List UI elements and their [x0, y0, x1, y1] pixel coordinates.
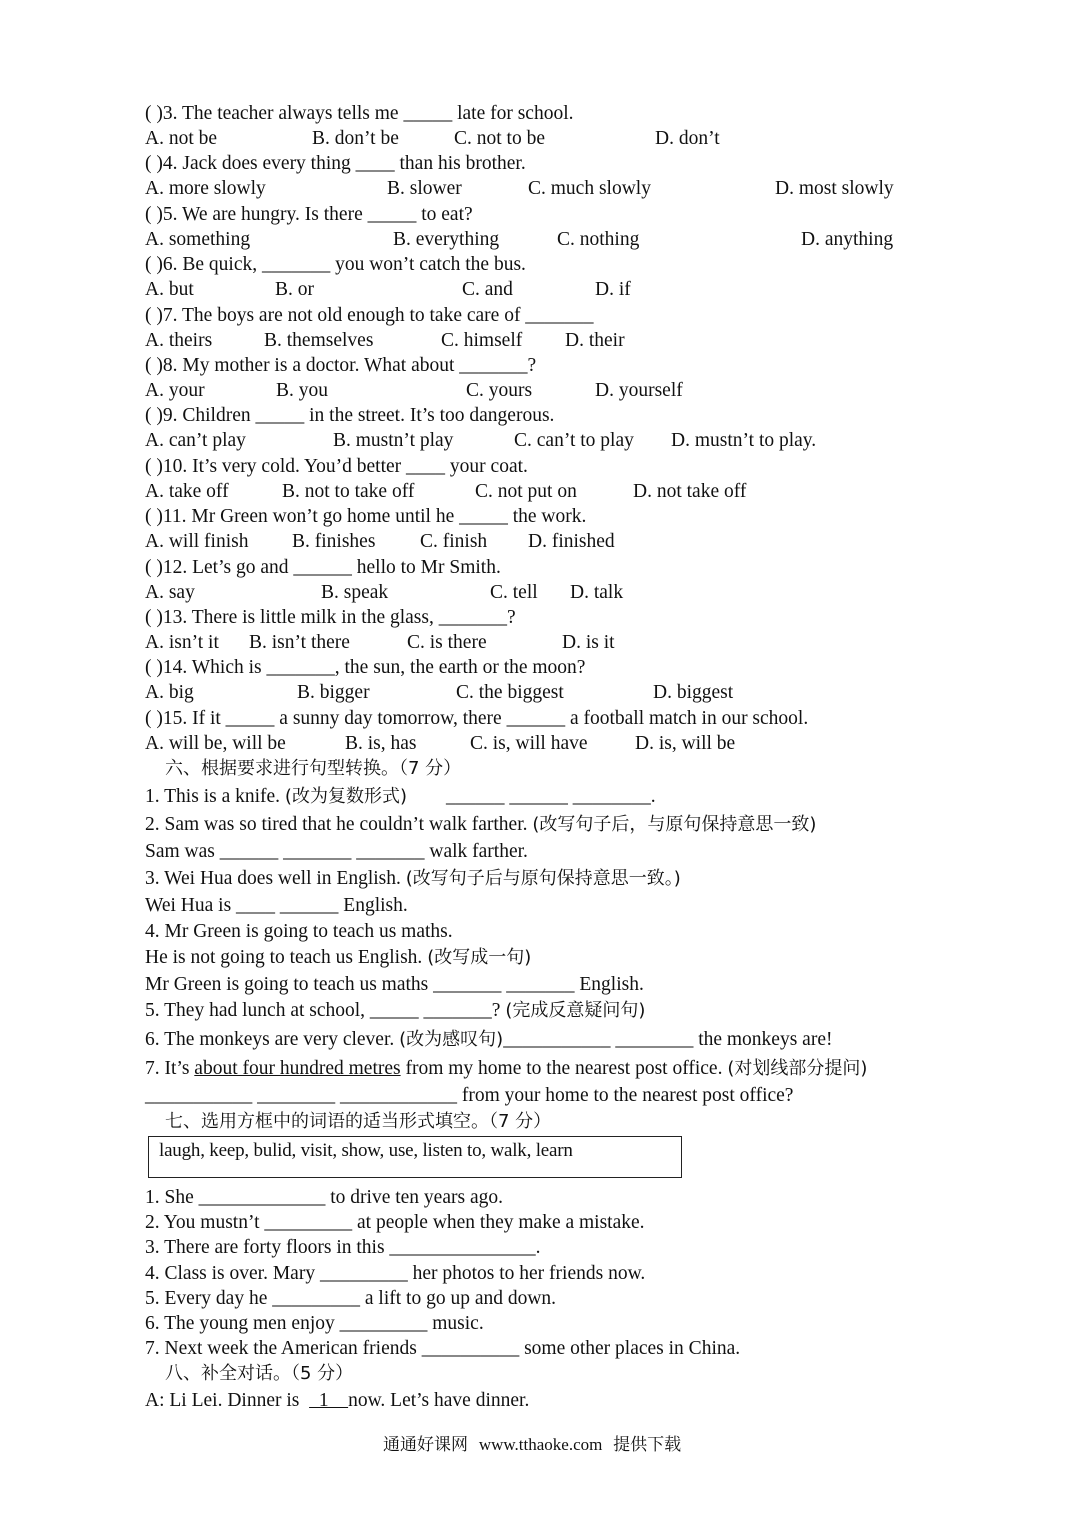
transform-line	[145, 920, 453, 944]
question-stem: ( )10. It’s very cold. You’d better ____ your coat.	[145, 456, 528, 477]
question-stem: ( )6. Be quick, _______ you won’t catch the bus.	[145, 254, 526, 275]
answer-option: C. nothing	[557, 229, 640, 250]
fill-blank-line: 2. You mustn’t _________ at people when they make a mistake.	[145, 1212, 645, 1233]
dialog-pre: A: Li Lei. Dinner is	[145, 1390, 310, 1411]
question-stem: ( )15. If it _____ a sunny day tomorrow, there ______ a football match in our school.	[145, 708, 809, 729]
answer-option: B. or	[275, 279, 314, 300]
answer-option: B. themselves	[264, 330, 374, 351]
answer-option: C. and	[462, 279, 513, 300]
q7-underlined: about four hundred metres	[194, 1058, 401, 1079]
answer-option: B. isn’t there	[249, 632, 350, 653]
answer-option: B. slower	[387, 178, 462, 199]
answer-option: D. is it	[562, 632, 615, 653]
answer-option: B. is, has	[345, 733, 417, 754]
transform-line-en: 3. Wei Hua does well in English.	[145, 868, 406, 889]
section-6-question-7-answer: ___________ ________ ____________ from your home to the nearest post office?	[145, 1085, 794, 1106]
transform-line-en: Mr Green is going to teach us maths _______ _______ English.	[145, 974, 644, 995]
transform-line-en: 2. Sam was so tired that he couldn’t walk farther.	[145, 814, 533, 835]
answer-option: A. your	[145, 380, 205, 401]
answer-option: C. yours	[466, 380, 533, 401]
answer-option: B. not to take off	[282, 481, 415, 502]
transform-line-en: 6. The monkeys are very clever.	[145, 1029, 400, 1050]
answer-option: D. not take off	[633, 481, 747, 502]
answer-option: D. mustn’t to play.	[671, 430, 817, 451]
question-stem: ( )3. The teacher always tells me _____ late for school.	[145, 103, 574, 124]
answer-option: A. will be, will be	[145, 733, 286, 754]
fill-blank-line: 3. There are forty floors in this _______________.	[145, 1237, 541, 1258]
fill-blank-line: 1. She _____________ to drive ten years ago.	[145, 1187, 503, 1208]
transform-line-cn: (改写句子后与原句保持意思一致。)	[405, 868, 681, 889]
footer-site-name: 通通好课网	[383, 1435, 479, 1455]
answer-option: A. more slowly	[145, 178, 266, 199]
question-stem: ( )8. My mother is a doctor. What about _______?	[145, 355, 537, 376]
answer-option: C. much slowly	[528, 178, 651, 199]
answer-option: D. biggest	[653, 682, 734, 703]
transform-line	[145, 867, 681, 891]
question-stem: ( )4. Jack does every thing ____ than his brother.	[145, 153, 526, 174]
answer-option: D. don’t	[655, 128, 720, 149]
answer-option: D. if	[595, 279, 631, 300]
transform-line	[145, 973, 644, 997]
question-stem: ( )5. We are hungry. Is there _____ to eat?	[145, 204, 473, 225]
q7-mid: from my home to the nearest post office.	[400, 1058, 728, 1079]
transform-line-en: 5. They had lunch at school, _____ _______?	[145, 1000, 506, 1021]
answer-option: D. finished	[528, 531, 615, 552]
answer-option: A. take off	[145, 481, 229, 502]
word-box-text: laugh, keep, bulid, visit, show, use, listen to, walk, learn	[159, 1140, 573, 1161]
answer-option: B. mustn’t play	[333, 430, 454, 451]
answer-option: A. can’t play	[145, 430, 246, 451]
answer-option: D. their	[565, 330, 625, 351]
answer-option: B. don’t be	[312, 128, 399, 149]
transform-line-en: 1. This is a knife.	[145, 786, 285, 807]
question-stem: ( )12. Let’s go and ______ hello to Mr Smith.	[145, 557, 501, 578]
answer-option: C. tell	[490, 582, 538, 603]
answer-option: B. everything	[393, 229, 500, 250]
dialog-line-a	[145, 1389, 529, 1413]
transform-line-cn: (改为复数形式)	[284, 786, 407, 807]
answer-option: D. anything	[801, 229, 894, 250]
answer-option: A. not be	[145, 128, 218, 149]
answer-option: B. finishes	[292, 531, 376, 552]
answer-option: C. not to be	[454, 128, 545, 149]
transform-line-en: Sam was ______ _______ _______ walk farther.	[145, 841, 528, 862]
fill-blank-line: 6. The young men enjoy _________ music.	[145, 1313, 484, 1334]
transform-line	[145, 1028, 832, 1052]
transform-line-en: 4. Mr Green is going to teach us maths.	[145, 921, 453, 942]
question-stem: ( )11. Mr Green won’t go home until he _____ the work.	[145, 506, 587, 527]
answer-option: A. but	[145, 279, 194, 300]
q7-pre: 7. It’s	[145, 1058, 195, 1079]
transform-line-cn: (完成反意疑问句)	[505, 1000, 646, 1021]
transform-line	[145, 813, 816, 837]
answer-option: C. finish	[420, 531, 488, 552]
answer-option: A. say	[145, 582, 195, 603]
answer-option: C. the biggest	[456, 682, 564, 703]
dialog-blank-1: 1	[309, 1390, 349, 1411]
transform-line	[145, 894, 408, 918]
answer-option: D. talk	[570, 582, 624, 603]
answer-option: D. yourself	[595, 380, 683, 401]
fill-blank-line: 7. Next week the American friends __________ some other places in China.	[145, 1338, 741, 1359]
answer-option: C. is, will have	[470, 733, 588, 754]
transform-line-tail: ______ ______ ________.	[406, 786, 656, 807]
answer-option: B. bigger	[297, 682, 370, 703]
transform-line	[145, 999, 645, 1023]
answer-option: A. theirs	[145, 330, 213, 351]
question-stem: ( )14. Which is _______, the sun, the earth or the moon?	[145, 657, 586, 678]
section-8-heading: 八、补全对话。（5 分）	[165, 1363, 354, 1384]
transform-line	[145, 840, 528, 864]
fill-blank-line: 4. Class is over. Mary _________ her photos to her friends now.	[145, 1263, 646, 1284]
question-stem: ( )9. Children _____ in the street. It’s too dangerous.	[145, 405, 555, 426]
answer-option: C. can’t to play	[514, 430, 634, 451]
section-6-heading: 六、根据要求进行句型转换。（7 分）	[165, 758, 462, 779]
answer-option: B. you	[276, 380, 329, 401]
answer-option: C. is there	[407, 632, 487, 653]
section-7-heading: 七、选用方框中的词语的适当形式填空。（7 分）	[165, 1111, 552, 1132]
answer-option: A. isn’t it	[145, 632, 219, 653]
transform-line-cn: (改为感叹句)	[399, 1029, 504, 1050]
fill-blank-line: 5. Every day he _________ a lift to go up and down.	[145, 1288, 557, 1309]
page-footer	[383, 1430, 681, 1455]
transform-line-cn: (改写句子后，与原句保持意思一致)	[532, 814, 817, 835]
q7-instruction: (对划线部分提问)	[727, 1058, 868, 1079]
footer-url: www.tthaoke.com	[478, 1435, 603, 1454]
section-6-question-7	[145, 1057, 867, 1081]
answer-option: C. not put on	[475, 481, 577, 502]
question-stem: ( )7. The boys are not old enough to take care of _______	[145, 305, 594, 326]
transform-line-tail: ___________ ________ the monkeys are!	[503, 1029, 833, 1050]
answer-option: B. speak	[321, 582, 389, 603]
answer-option: C. himself	[441, 330, 523, 351]
answer-option: D. is, will be	[635, 733, 736, 754]
answer-option: A. something	[145, 229, 251, 250]
footer-note: 提供下载	[602, 1435, 682, 1455]
transform-line-en: He is not going to teach us English.	[145, 947, 428, 968]
dialog-post: now. Let’s have dinner.	[348, 1390, 530, 1411]
word-box	[148, 1136, 682, 1178]
transform-line	[145, 946, 531, 970]
transform-line-cn: (改写成一句)	[427, 947, 532, 968]
answer-option: A. big	[145, 682, 194, 703]
transform-line	[145, 785, 656, 809]
answer-option: D. most slowly	[775, 178, 894, 199]
transform-line-en: Wei Hua is ____ ______ English.	[145, 895, 408, 916]
answer-option: A. will finish	[145, 531, 249, 552]
question-stem: ( )13. There is little milk in the glass, _______?	[145, 607, 516, 628]
